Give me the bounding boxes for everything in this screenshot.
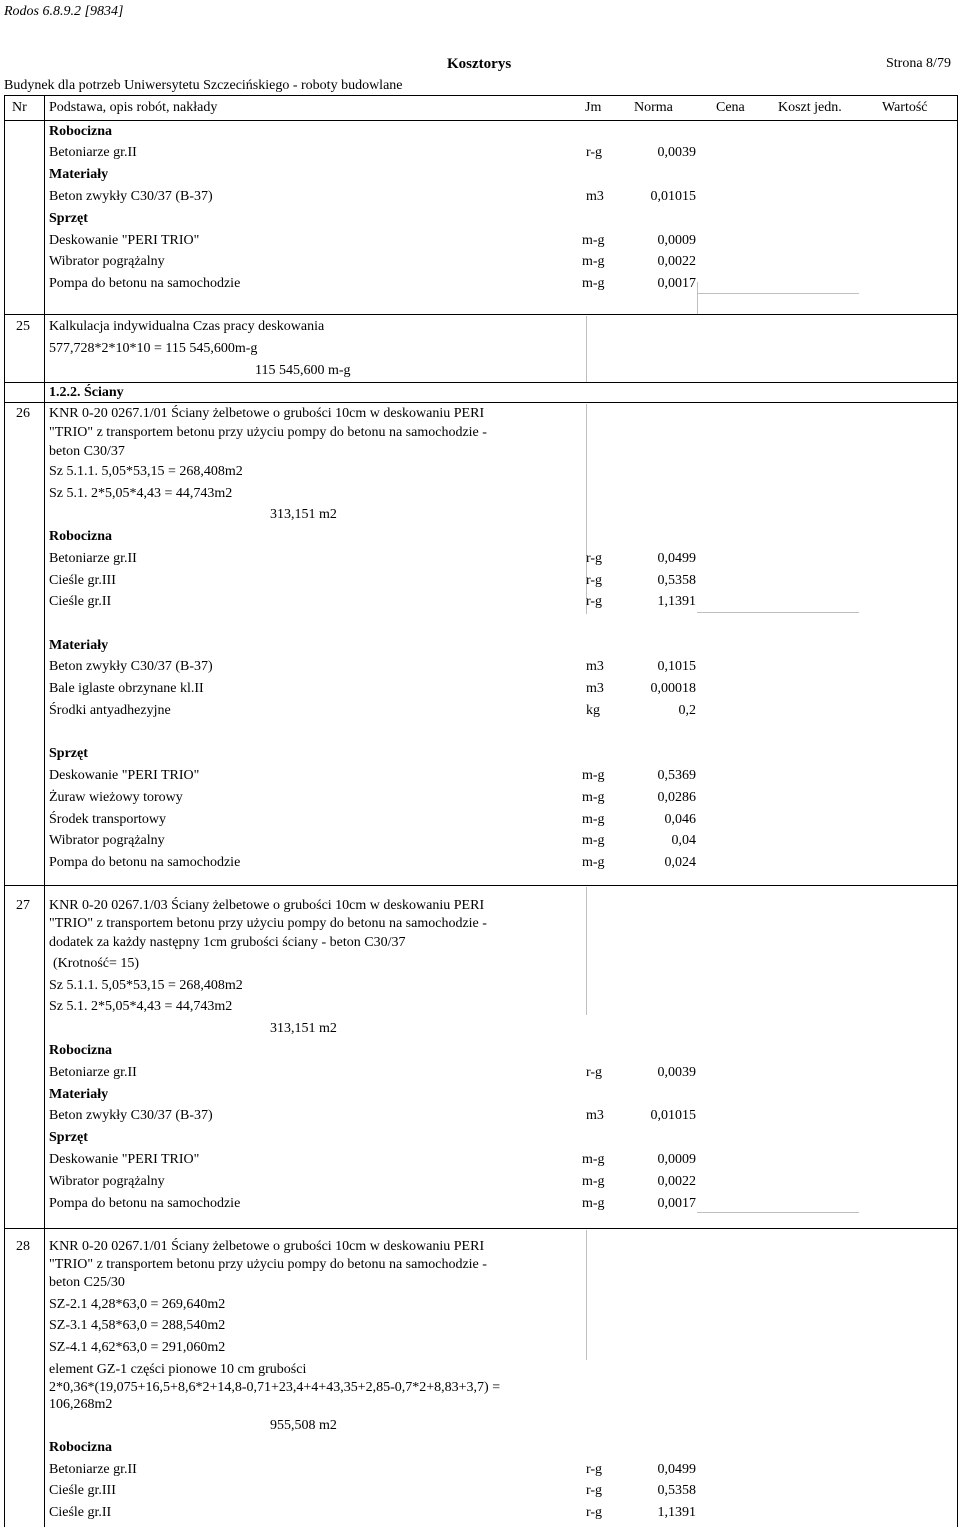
position-title: "TRIO" z transportem betonu przy użyciu pompy do betonu na samochodzie - bbox=[49, 916, 487, 931]
position-title: "TRIO" z transportem betonu przy użyciu pompy do betonu na samochodzie - bbox=[49, 1257, 487, 1272]
measurement-calc: 106,268m2 bbox=[49, 1397, 113, 1412]
resource-name: Deskowanie "PERI TRIO" bbox=[49, 768, 200, 783]
resource-norm: 0,2 bbox=[678, 703, 696, 718]
resource-name: Deskowanie "PERI TRIO" bbox=[49, 1152, 200, 1167]
measurement-total: 313,151 m2 bbox=[270, 507, 337, 522]
resource-name: Beton zwykły C30/37 (B-37) bbox=[49, 189, 213, 204]
resource-norm: 0,5358 bbox=[657, 573, 696, 588]
resource-norm: 0,01015 bbox=[650, 189, 696, 204]
resource-name: Środki antyadhezyjne bbox=[49, 703, 171, 718]
position-title: KNR 0-20 0267.1/03 Ściany żelbetowe o grubości 10cm w deskowaniu PERI bbox=[49, 898, 485, 913]
resource-name: Bale iglaste obrzynane kl.II bbox=[49, 681, 204, 696]
resource-unit: r-g bbox=[586, 1505, 603, 1520]
resource-unit: m-g bbox=[582, 812, 605, 827]
resource-norm: 0,046 bbox=[664, 812, 696, 827]
resource-name: Betoniarze gr.II bbox=[49, 551, 137, 566]
resource-name: Cieśle gr.II bbox=[49, 594, 112, 609]
resource-norm: 0,0499 bbox=[657, 551, 696, 566]
resource-norm: 0,5369 bbox=[657, 768, 696, 783]
resource-unit: m-g bbox=[582, 1174, 605, 1189]
resource-norm: 0,0286 bbox=[657, 790, 696, 805]
measurement-calc: SZ-4.1 4,62*63,0 = 291,060m2 bbox=[49, 1340, 226, 1355]
materials-heading: Materiały bbox=[49, 638, 109, 653]
labor-heading: Robocizna bbox=[49, 1043, 112, 1058]
column-value: Wartość bbox=[882, 100, 928, 115]
resource-norm: 1,1391 bbox=[657, 1505, 696, 1520]
labor-heading: Robocizna bbox=[49, 529, 112, 544]
labor-heading: Robocizna bbox=[49, 1440, 112, 1455]
resource-norm: 0,0039 bbox=[657, 145, 696, 160]
resource-unit: r-g bbox=[586, 573, 603, 588]
resource-unit: m3 bbox=[586, 681, 604, 696]
resource-name: Pompa do betonu na samochodzie bbox=[49, 276, 241, 291]
resource-unit: m-g bbox=[582, 1152, 605, 1167]
measurement-total: 955,508 m2 bbox=[270, 1418, 337, 1433]
measurement-calc: Sz 5.1. 2*5,05*4,43 = 44,743m2 bbox=[49, 486, 233, 501]
resource-norm: 0,01015 bbox=[650, 1108, 696, 1123]
resource-unit: r-g bbox=[586, 551, 603, 566]
equipment-heading: Sprzęt bbox=[49, 211, 88, 226]
resource-norm: 0,5358 bbox=[657, 1483, 696, 1498]
resource-norm: 0,1015 bbox=[657, 659, 696, 674]
multiplier-note: (Krotność= 15) bbox=[53, 956, 140, 971]
column-description: Podstawa, opis robót, nakłady bbox=[49, 100, 218, 115]
resource-norm: 0,04 bbox=[671, 833, 696, 848]
resource-name: Beton zwykły C30/37 (B-37) bbox=[49, 659, 213, 674]
resource-unit: r-g bbox=[586, 1462, 603, 1477]
measurement-calc: Sz 5.1.1. 5,05*53,15 = 268,408m2 bbox=[49, 464, 243, 479]
app-version: Rodos 6.8.9.2 [9834] bbox=[4, 4, 124, 19]
resource-name: Środek transportowy bbox=[49, 812, 167, 827]
column-price: Cena bbox=[716, 100, 745, 115]
position-title: beton C30/37 bbox=[49, 444, 125, 459]
resource-norm: 0,0009 bbox=[657, 1152, 696, 1167]
position-title: KNR 0-20 0267.1/01 Ściany żelbetowe o grubości 10cm w deskowaniu PERI bbox=[49, 1239, 485, 1254]
column-nr: Nr bbox=[12, 100, 27, 115]
equipment-heading: Sprzęt bbox=[49, 746, 88, 761]
document-title: Kosztorys bbox=[447, 56, 512, 72]
section-heading: 1.2.2. Ściany bbox=[49, 385, 124, 400]
resource-unit: m-g bbox=[582, 833, 605, 848]
resource-name: Cieśle gr.III bbox=[49, 573, 116, 588]
resource-name: Wibrator pogrążalny bbox=[49, 833, 165, 848]
resource-unit: m-g bbox=[582, 276, 605, 291]
labor-heading: Robocizna bbox=[49, 124, 112, 139]
resource-norm: 0,0022 bbox=[657, 1174, 696, 1189]
resource-unit: kg bbox=[586, 703, 600, 718]
resource-norm: 1,1391 bbox=[657, 594, 696, 609]
measurement-calc: Sz 5.1.1. 5,05*53,15 = 268,408m2 bbox=[49, 978, 243, 993]
resource-unit: r-g bbox=[586, 1065, 603, 1080]
resource-unit: m-g bbox=[582, 790, 605, 805]
resource-unit: r-g bbox=[586, 594, 603, 609]
column-unit-cost: Koszt jedn. bbox=[778, 100, 842, 115]
resource-unit: r-g bbox=[586, 145, 603, 160]
resource-unit: m-g bbox=[582, 1196, 605, 1211]
position-number: 28 bbox=[16, 1239, 30, 1254]
page-number: Strona 8/79 bbox=[886, 56, 951, 71]
resource-norm: 0,0039 bbox=[657, 1065, 696, 1080]
measurement-calc: 2*0,36*(19,075+16,5+8,6*2+14,8-0,71+23,4+4+43,35+2,85-0,7*2+8,83+3,7) = bbox=[49, 1380, 501, 1395]
resource-name: Cieśle gr.II bbox=[49, 1505, 112, 1520]
resource-name: Betoniarze gr.II bbox=[49, 1462, 137, 1477]
position-title: KNR 0-20 0267.1/01 Ściany żelbetowe o grubości 10cm w deskowaniu PERI bbox=[49, 406, 485, 421]
resource-norm: 0,0499 bbox=[657, 1462, 696, 1477]
position-number: 25 bbox=[16, 319, 30, 334]
materials-heading: Materiały bbox=[49, 167, 109, 182]
resource-name: Deskowanie "PERI TRIO" bbox=[49, 233, 200, 248]
resource-name: Wibrator pogrążalny bbox=[49, 1174, 165, 1189]
resource-norm: 0,00018 bbox=[650, 681, 696, 696]
column-norm: Norma bbox=[634, 100, 673, 115]
resource-name: Beton zwykły C30/37 (B-37) bbox=[49, 1108, 213, 1123]
project-name: Budynek dla potrzeb Uniwersytetu Szczecińskiego - roboty budowlane bbox=[4, 78, 403, 93]
resource-unit: m-g bbox=[582, 768, 605, 783]
position-title: beton C25/30 bbox=[49, 1275, 125, 1290]
position-number: 27 bbox=[16, 898, 30, 913]
resource-norm: 0,0017 bbox=[657, 276, 696, 291]
column-unit: Jm bbox=[585, 100, 602, 115]
position-number: 26 bbox=[16, 406, 30, 421]
resource-unit: m-g bbox=[582, 233, 605, 248]
resource-unit: m3 bbox=[586, 1108, 604, 1123]
resource-unit: r-g bbox=[586, 1483, 603, 1498]
measurement-total: 313,151 m2 bbox=[270, 1021, 337, 1036]
equipment-heading: Sprzęt bbox=[49, 1130, 88, 1145]
resource-name: Pompa do betonu na samochodzie bbox=[49, 855, 241, 870]
resource-unit: m-g bbox=[582, 254, 605, 269]
resource-unit: m-g bbox=[582, 855, 605, 870]
position-title: "TRIO" z transportem betonu przy użyciu pompy do betonu na samochodzie - bbox=[49, 425, 487, 440]
measurement-calc: SZ-2.1 4,28*63,0 = 269,640m2 bbox=[49, 1297, 226, 1312]
resource-unit: m3 bbox=[586, 189, 604, 204]
resource-norm: 0,0017 bbox=[657, 1196, 696, 1211]
position-title: Kalkulacja indywidualna Czas pracy deskowania bbox=[49, 319, 325, 334]
resource-name: Wibrator pogrążalny bbox=[49, 254, 165, 269]
resource-norm: 0,0022 bbox=[657, 254, 696, 269]
measurement-total: 115 545,600 m-g bbox=[255, 363, 351, 378]
resource-name: Betoniarze gr.II bbox=[49, 145, 137, 160]
resource-name: Pompa do betonu na samochodzie bbox=[49, 1196, 241, 1211]
resource-name: Betoniarze gr.II bbox=[49, 1065, 137, 1080]
measurement-calc: SZ-3.1 4,58*63,0 = 288,540m2 bbox=[49, 1318, 226, 1333]
resource-name: Cieśle gr.III bbox=[49, 1483, 116, 1498]
materials-heading: Materiały bbox=[49, 1087, 109, 1102]
resource-norm: 0,024 bbox=[664, 855, 696, 870]
position-title: dodatek za każdy następny 1cm grubości ściany - beton C30/37 bbox=[49, 935, 406, 950]
resource-norm: 0,0009 bbox=[657, 233, 696, 248]
measurement-calc: 577,728*2*10*10 = 115 545,600m-g bbox=[49, 341, 258, 356]
resource-name: Żuraw wieżowy torowy bbox=[49, 790, 183, 805]
resource-unit: m3 bbox=[586, 659, 604, 674]
measurement-calc: element GZ-1 części pionowe 10 cm grubości bbox=[49, 1362, 307, 1377]
measurement-calc: Sz 5.1. 2*5,05*4,43 = 44,743m2 bbox=[49, 999, 233, 1014]
